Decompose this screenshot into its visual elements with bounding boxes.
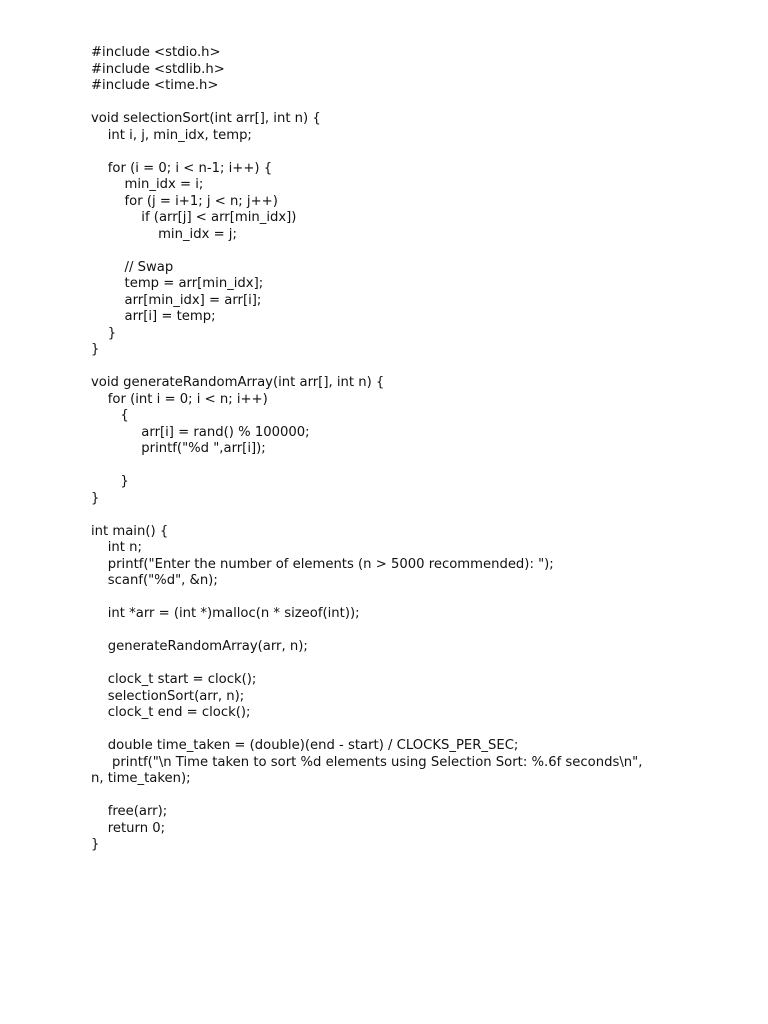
code-line (91, 656, 711, 673)
code-line: printf("%d ",arr[i]); (91, 441, 266, 456)
code-line (91, 788, 711, 805)
code-line: temp = arr[min_idx]; (91, 276, 264, 291)
code-line: } (91, 474, 129, 489)
code-line: { (91, 408, 129, 423)
code-listing (91, 45, 711, 854)
code-line: #include <time.h> (91, 78, 219, 93)
code-line: void generateRandomArray(int arr[], int n) { (91, 375, 385, 390)
code-line: #include <stdio.h> (91, 45, 221, 60)
code-line: } (91, 490, 100, 506)
code-line: // Swap (91, 259, 174, 275)
code-line (91, 623, 711, 640)
code-line: int *arr = (int *)malloc(n * sizeof(int)); (91, 606, 360, 621)
code-line: } (91, 325, 117, 341)
code-line: arr[min_idx] = arr[i]; (91, 292, 262, 308)
code-line (91, 590, 711, 607)
code-line: double time_taken = (double)(end - start) / CLOCKS_PER_SEC; (91, 738, 519, 753)
code-line: int n; (91, 540, 142, 555)
code-line: selectionSort(arr, n); (91, 688, 245, 704)
code-line: for (int i = 0; i < n; i++) (91, 391, 268, 407)
code-line: arr[i] = temp; (91, 309, 216, 324)
code-line: } (91, 342, 100, 357)
code-line: free(arr); (91, 804, 168, 819)
code-line: scanf("%d", &n); (91, 573, 218, 588)
code-line (91, 95, 711, 112)
code-line: generateRandomArray(arr, n); (91, 639, 308, 654)
code-line: min_idx = j; (91, 226, 237, 242)
code-line: } (91, 837, 100, 852)
code-line: clock_t start = clock(); (91, 672, 257, 687)
code-line: int main() { (91, 523, 169, 539)
code-line: void selectionSort(int arr[], int n) { (91, 111, 321, 126)
code-line: for (j = i+1; j < n; j++) (91, 193, 278, 209)
code-line (91, 243, 711, 260)
code-line (91, 507, 711, 524)
code-line: printf("\n Time taken to sort %d elements using Selection Sort: %.6f seconds\n", (91, 754, 643, 770)
code-line: return 0; (91, 820, 166, 836)
code-line: clock_t end = clock(); (91, 705, 251, 720)
code-line: if (arr[j] < arr[min_idx]) (91, 210, 297, 225)
code-line (91, 458, 711, 475)
code-line: int i, j, min_idx, temp; (91, 127, 252, 143)
code-line: for (i = 0; i < n-1; i++) { (91, 160, 273, 176)
code-line: min_idx = i; (91, 177, 204, 192)
code-line: n, time_taken); (91, 771, 191, 786)
code-line (91, 722, 711, 739)
code-line (91, 144, 711, 161)
code-line: arr[i] = rand() % 100000; (91, 424, 310, 440)
code-line (91, 359, 711, 376)
code-line: printf("Enter the number of elements (n > 5000 recommended): "); (91, 556, 554, 572)
code-line: #include <stdlib.h> (91, 61, 225, 77)
